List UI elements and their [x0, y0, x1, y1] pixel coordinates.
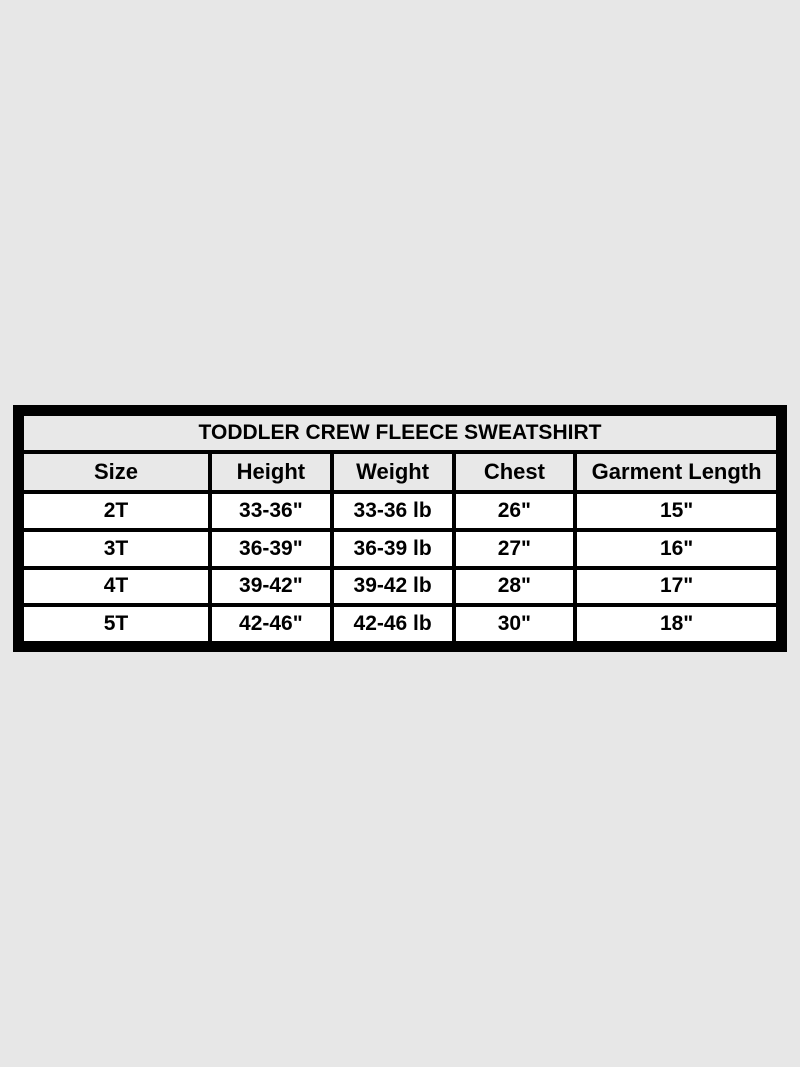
- cell-height: 33-36": [212, 494, 330, 528]
- column-header-size: Size: [24, 454, 208, 491]
- cell-size: 2T: [24, 494, 208, 528]
- cell-weight: 36-39 lb: [334, 532, 452, 566]
- cell-chest: 30": [456, 607, 574, 641]
- cell-chest: 28": [456, 570, 574, 604]
- cell-garment-length: 16": [577, 532, 776, 566]
- cell-weight: 33-36 lb: [334, 494, 452, 528]
- cell-height: 36-39": [212, 532, 330, 566]
- cell-garment-length: 18": [577, 607, 776, 641]
- cell-garment-length: 17": [577, 570, 776, 604]
- table-row: [24, 607, 776, 641]
- cell-size: 3T: [24, 532, 208, 566]
- column-header-weight: Weight: [334, 454, 452, 491]
- size-chart-table: [20, 412, 780, 645]
- header-row: [24, 454, 776, 491]
- cell-size: 4T: [24, 570, 208, 604]
- cell-weight: 39-42 lb: [334, 570, 452, 604]
- column-header-height: Height: [212, 454, 330, 491]
- title-row: [24, 416, 776, 450]
- cell-height: 39-42": [212, 570, 330, 604]
- cell-chest: 27": [456, 532, 574, 566]
- cell-height: 42-46": [212, 607, 330, 641]
- column-header-chest: Chest: [456, 454, 574, 491]
- cell-chest: 26": [456, 494, 574, 528]
- size-chart-frame: [13, 405, 787, 652]
- cell-size: 5T: [24, 607, 208, 641]
- cell-garment-length: 15": [577, 494, 776, 528]
- table-row: [24, 494, 776, 528]
- table-row: [24, 570, 776, 604]
- size-chart-title: TODDLER CREW FLEECE SWEATSHIRT: [24, 416, 776, 450]
- table-row: [24, 532, 776, 566]
- cell-weight: 42-46 lb: [334, 607, 452, 641]
- column-header-garment-length: Garment Length: [577, 454, 776, 491]
